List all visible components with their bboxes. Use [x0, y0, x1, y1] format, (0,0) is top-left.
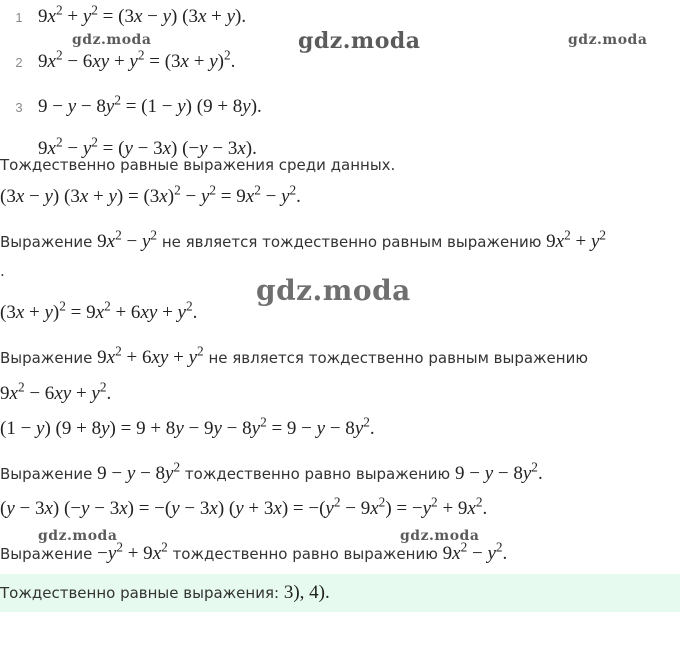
- solution-intro: Тождественно равные выражения среди данных.: [0, 156, 396, 174]
- statement-3: Выражение $9 - y - 8y^2$ тождественно равно выражению $9 - y - 8y^2$.: [0, 459, 543, 484]
- statement-1-period: .: [0, 262, 5, 280]
- task-equation-3: $9 - y - 8y^2 = (1 - y) (9 + 8y)$.: [38, 92, 262, 117]
- equation-4: (y − 3x) (−y − 3x) = −(y − 3x) $(y + 3x) = -(y^2 - 9x^2) = -y^2 + 9x^2$.: [0, 494, 488, 519]
- watermark: gdz.moda: [298, 28, 421, 54]
- task-equation-4-cropped: $9x^2 - y^2 = (y - 3x) (-y - 3x)$.: [38, 134, 257, 159]
- answer-text: [0, 582, 330, 604]
- watermark: gdz.moda: [256, 274, 411, 307]
- watermark: gdz.moda: [400, 528, 480, 544]
- task-equation-1: $9x^2 + y^2 = (3x - y) (3x + y)$.: [38, 2, 247, 27]
- equation-3: (1 − y) $(9 + 8y) = 9 + 8y - 9y - 8y^2 = 9 - y - 8y^2$.: [0, 414, 375, 439]
- equation-1: (3x − y) $(3x + y) = (3x)^2 - y^2 = 9x^2 - y^2$.: [0, 182, 301, 207]
- answer-box: [0, 574, 680, 612]
- answer-label: Тождественно равные выражения:: [0, 584, 280, 602]
- task-item-1: [0, 2, 246, 32]
- statement-2: Выражение $9x^2 + 6xy + y^2$ не является тождественно равным выражению: [0, 343, 588, 368]
- watermark: gdz.moda: [568, 32, 648, 48]
- task-equation-2: $9x^2 - 6xy + y^2 = (3x + y)^2$.: [38, 47, 236, 72]
- task-number: 2: [15, 54, 23, 70]
- statement-2-expression: $9x^2 - 6xy + y^2$.: [0, 379, 112, 404]
- task-number: 3: [15, 99, 23, 115]
- statement-4: Выражение $-y^2 + 9x^2$ тождественно равно выражению $9x^2 - y^2$.: [0, 539, 508, 564]
- task-item-3: [0, 92, 262, 122]
- task-item-2: [0, 47, 235, 77]
- equation-2: $(3x + y)^2 = 9x^2 + 6xy + y^2$.: [0, 298, 198, 323]
- task-list: [0, 0, 680, 159]
- watermark: gdz.moda: [38, 528, 118, 544]
- statement-1: Выражение $9x^2 - y^2$ не является тождественно равным выражению $9x^2 + y^2$: [0, 227, 607, 252]
- answer-value: 3), 4).: [283, 582, 330, 603]
- task-number: 1: [15, 9, 23, 25]
- watermark: gdz.moda: [72, 32, 152, 48]
